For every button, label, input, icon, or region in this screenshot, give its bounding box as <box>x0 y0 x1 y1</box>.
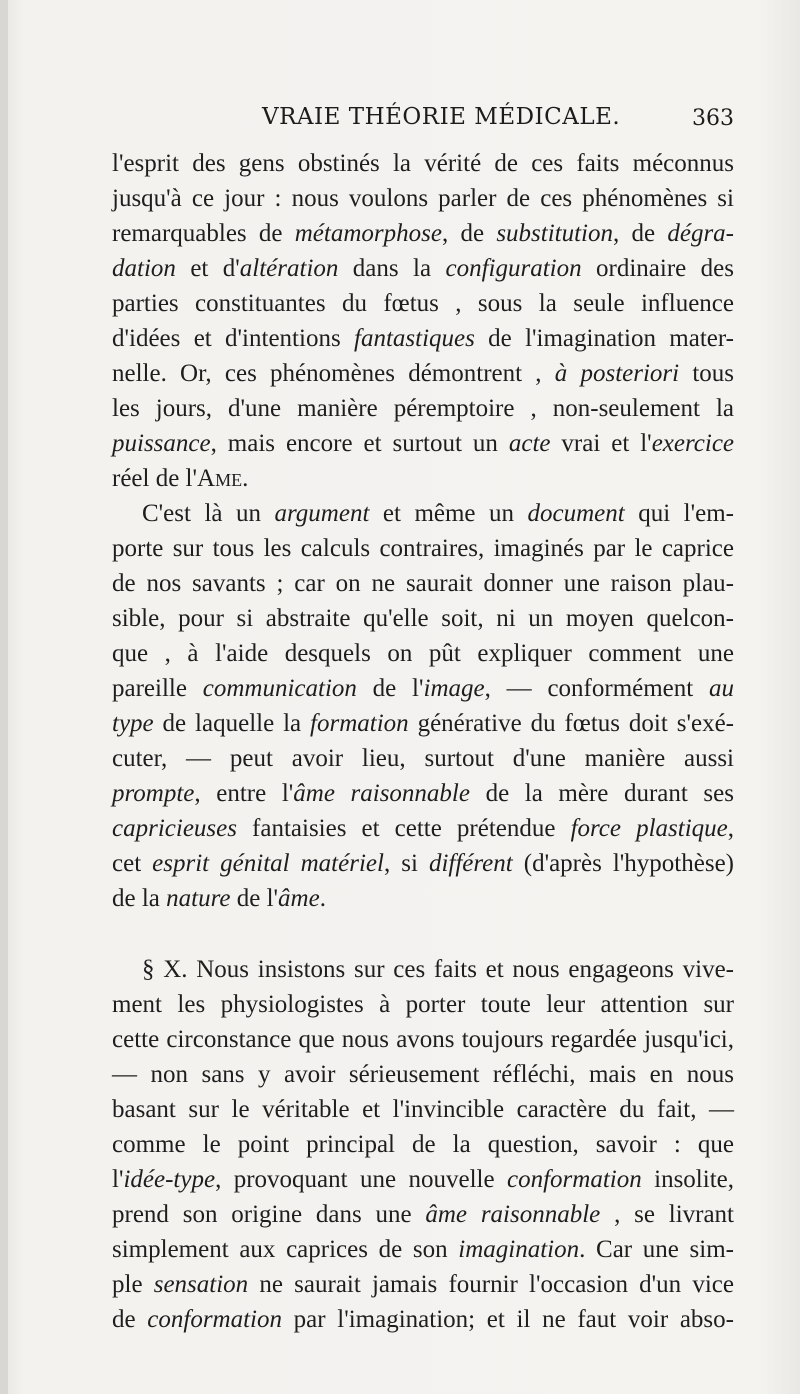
text-line: ment les physiologistes à porter toute leur attention sur <box>112 991 734 1018</box>
text-line: cet esprit génital matériel, si différent (d'après l'hypothèse) <box>112 850 734 877</box>
paragraph-3 <box>112 952 734 1337</box>
text-line: de la nature de l'âme. <box>112 885 326 912</box>
text-line: remarquables de métamorphose, de substitution, de dégra- <box>112 220 734 247</box>
text-line: porte sur tous les calculs contraires, imaginés par le caprice <box>112 535 734 562</box>
paragraph-gap <box>112 916 734 952</box>
text-line: l'idée-type, provoquant une nouvelle conformation insolite, <box>112 1166 734 1193</box>
text-line: l'esprit des gens obstinés la vérité de ces faits méconnus <box>112 150 734 177</box>
text-line: type de laquelle la formation générative du fœtus doit s'exé- <box>112 710 734 737</box>
text-line: sible, pour si abstraite qu'elle soit, ni un moyen quelcon- <box>112 605 734 632</box>
text-line: puissance, mais encore et surtout un acte vrai et l'exercice <box>112 430 735 457</box>
text-line: prend son origine dans une âme raisonnable , se livrant <box>112 1201 735 1228</box>
text-line: de conformation par l'imagination; et il ne faut voir abso- <box>112 1306 734 1333</box>
text-line: dation et d'altération dans la configuration ordinaire des <box>112 255 734 282</box>
page-edge <box>0 0 8 1394</box>
text-line: cuter, — peut avoir lieu, surtout d'une manière aussi <box>112 745 734 772</box>
text-line: C'est là un argument et même un document qui l'em- <box>142 500 734 527</box>
running-head: VRAIE THÉORIE MÉDICALE. <box>262 104 621 130</box>
text-line: ple sensation ne saurait jamais fournir l'occasion d'un vice <box>112 1271 734 1298</box>
page-header <box>110 100 740 140</box>
text-line: de nos savants ; car on ne saurait donner une raison plau- <box>112 570 734 597</box>
paragraph-1 <box>112 146 734 496</box>
text-line: basant sur le véritable et l'invincible caractère du fait, — <box>112 1096 734 1123</box>
body-text <box>112 146 734 1337</box>
text-line: parties constituantes du fœtus , sous la seule influence <box>112 290 734 317</box>
text-line: cette circonstance que nous avons toujours regardée jusqu'ici, <box>112 1026 734 1053</box>
text-line: prompte, entre l'âme raisonnable de la mère durant ses <box>112 780 734 807</box>
text-line: d'idées et d'intentions fantastiques de l'imagination mater- <box>112 325 735 352</box>
text-line: réel de l'Ame. <box>112 465 249 492</box>
text-line: comme le point principal de la question, savoir : que <box>112 1131 734 1158</box>
page-number: 363 <box>692 106 734 131</box>
text-line: § X. Nous insistons sur ces faits et nous engageons vive- <box>142 956 734 983</box>
text-line: jusqu'à ce jour : nous voulons parler de ces phénomènes si <box>112 185 734 212</box>
text-line: pareille communication de l'image, — conformément au <box>112 675 735 702</box>
text-line: capricieuses fantaisies et cette prétendue force plastique, <box>112 815 734 842</box>
text-line: que , à l'aide desquels on pût expliquer comment une <box>112 640 734 667</box>
text-line: nelle. Or, ces phénomènes démontrent , à posteriori tous <box>112 360 735 387</box>
text-line: les jours, d'une manière péremptoire , non-seulement la <box>112 395 734 422</box>
text-line: simplement aux caprices de son imagination. Car une sim- <box>112 1236 734 1263</box>
paragraph-2 <box>112 496 734 916</box>
text-line: — non sans y avoir sérieusement réfléchi, mais en nous <box>112 1061 734 1088</box>
